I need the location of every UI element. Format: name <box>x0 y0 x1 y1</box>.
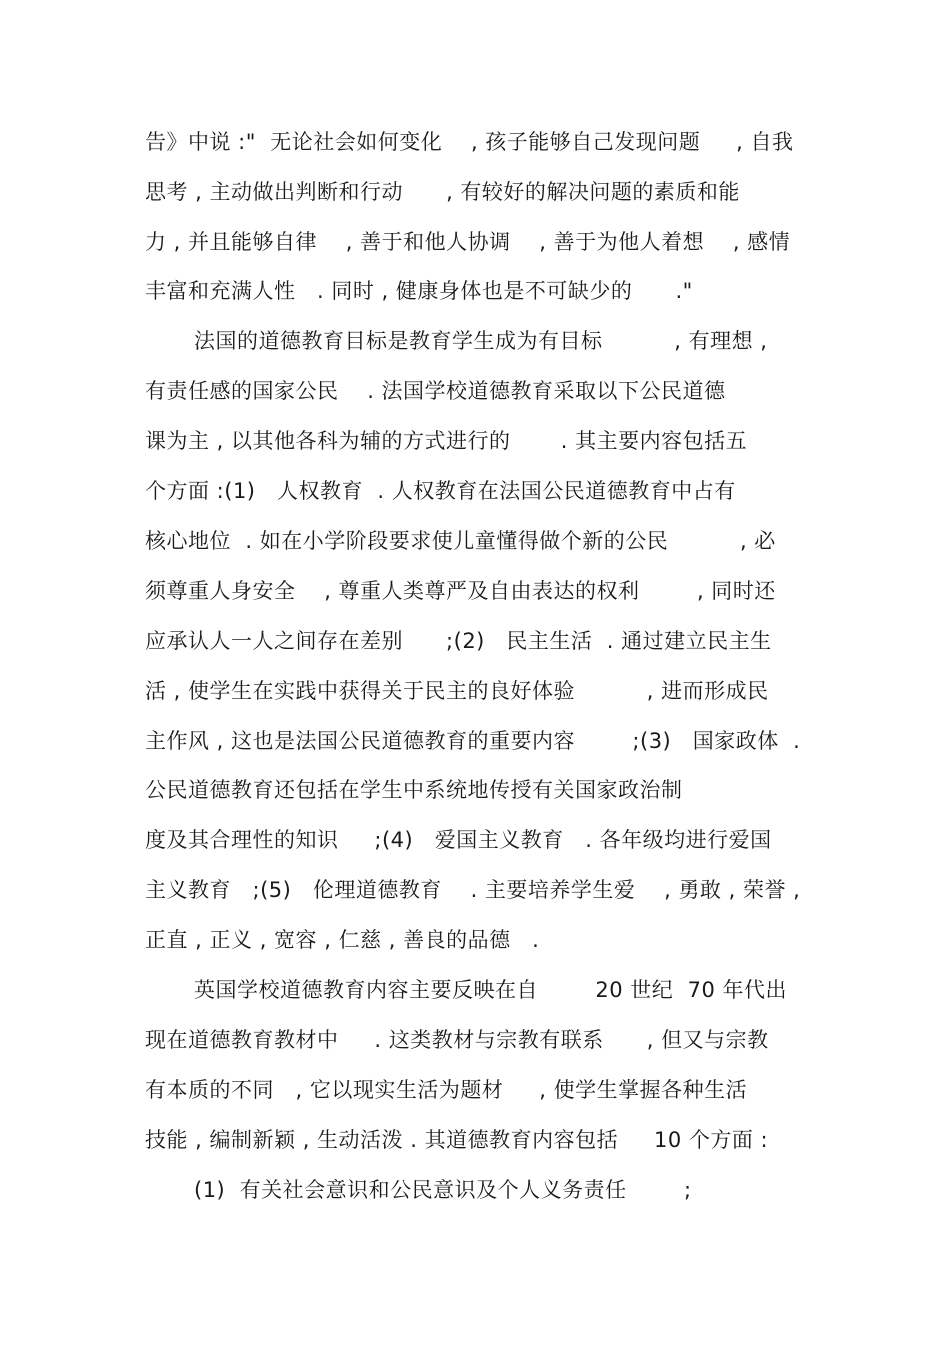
text-line: 核心地位 . 如在小学阶段要求使儿童懂得做个新的公民 , 必 <box>145 529 776 553</box>
text-line: 度及其合理性的知识 ;(4) 爱国主义教育 . 各年级均进行爱国 <box>145 828 772 852</box>
paragraph-first-line: 英国学校道德教育内容主要反映在自 20 世纪 70 年代出 <box>194 978 788 1002</box>
text-line: 主作风 , 这也是法国公民道德教育的重要内容 ;(3) 国家政体 . <box>145 729 801 753</box>
text-line: 公民道德教育还包括在学生中系统地传授有关国家政治制 <box>145 778 683 802</box>
text-line: 思考 , 主动做出判断和行动 , 有较好的解决问题的素质和能 <box>145 180 740 204</box>
text-line: 应承认人一人之间存在差别 ;(2) 民主生活 . 通过建立民主生 <box>145 629 772 653</box>
text-line: 须尊重人身安全 , 尊重人类尊严及自由表达的权利 , 同时还 <box>145 579 776 603</box>
text-line: 有责任感的国家公民 . 法国学校道德教育采取以下公民道德 <box>145 379 726 403</box>
text-line: 技能 , 编制新颖 , 生动活泼 . 其道德教育内容包括 10 个方面 : <box>145 1128 769 1152</box>
text-line: 丰富和充满人性 . 同时 , 健康身体也是不可缺少的 ." <box>145 279 693 303</box>
paragraph-first-line: 法国的道德教育目标是教育学生成为有目标 , 有理想 , <box>194 329 768 353</box>
text-line: 课为主 , 以其他各科为辅的方式进行的 . 其主要内容包括五 <box>145 429 748 453</box>
text-line: 有本质的不同 , 它以现实生活为题材 , 使学生掌握各种生活 <box>145 1078 748 1102</box>
text-line: 活 , 使学生在实践中获得关于民主的良好体验 , 进而形成民 <box>145 679 769 703</box>
text-line: 主义教育 ;(5) 伦理道德教育 . 主要培养学生爱 , 勇敢 , 荣誉 , <box>145 878 801 902</box>
text-line: 力 , 并且能够自律 , 善于和他人协调 , 善于为他人着想 , 感情 <box>145 230 791 254</box>
text-line: 告》中说 :" 无论社会如何变化 , 孩子能够自己发现问题 , 自我 <box>145 130 794 154</box>
text-line: 个方面 :(1) 人权教育 . 人权教育在法国公民道德教育中占有 <box>145 479 736 503</box>
text-line: 现在道德教育教材中 . 这类教材与宗教有联系 , 但又与宗教 <box>145 1028 769 1052</box>
text-line: 正直 , 正义 , 宽容 , 仁慈 , 善良的品德 . <box>145 928 540 952</box>
list-item: (1) 有关社会意识和公民意识及个人义务责任 ; <box>194 1178 692 1202</box>
